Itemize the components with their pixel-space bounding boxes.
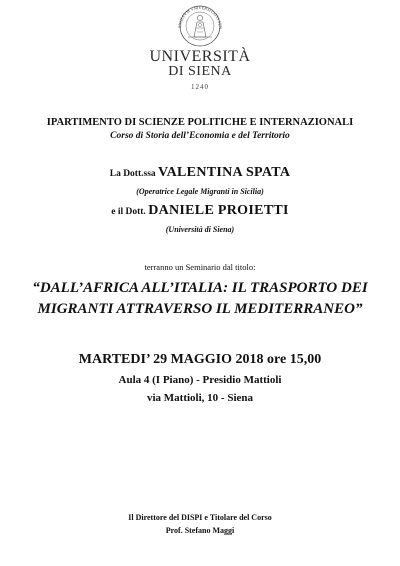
seminar-title-line-2: MIGRANTI ATTRAVERSO IL MEDITERRANEO” (37, 301, 363, 317)
event-date-time: MARTEDI’ 29 MAGGIO 2018 ore 15,00 (78, 352, 322, 367)
department-name: IPARTIMENTO DI SCIENZE POLITICHE E INTERNAZIONALI (46, 117, 354, 128)
speaker-2-name: DANIELE PROIETTI (148, 203, 289, 218)
seal-text: SIGILLVM VNIVERSITATIS SEN (176, 4, 224, 30)
seminar-title (0, 278, 400, 320)
signature-role: Il Direttore del DISPI e Titolare del Corso (128, 513, 272, 522)
seminar-intro: terranno un Seminario dal titolo: (144, 262, 256, 272)
event-address: via Mattioli, 10 - Siena (146, 392, 254, 404)
speaker-2 (0, 203, 400, 219)
university-name-sub: DI SIENA (168, 64, 232, 79)
speaker-1 (0, 165, 400, 181)
signature-name: Prof. Stefano Maggi (165, 526, 235, 535)
speaker-1-prefix: La Dott.ssa (109, 169, 156, 179)
course-name: Corso di Storia dell’Economia e del Territorio (110, 131, 290, 141)
svg-text:SIGILLVM VNIVERSITATIS SENENSI (150, 4, 223, 29)
speaker-2-prefix: e il Dott. (111, 207, 146, 217)
speaker-1-name: VALENTINA SPATA (158, 165, 291, 180)
seminar-title-line-1: “DALL’AFRICA ALL’ITALIA: IL TRASPORTO DEI (32, 280, 368, 296)
speaker-2-role: (Università di Siena) (165, 225, 235, 234)
event-room: Aula 4 (I Piano) - Presidio Mattioli (118, 374, 282, 386)
speaker-1-role: (Operatrice Legale Migranti in Sicilia) (136, 187, 264, 196)
university-name: UNIVERSITÀ (149, 48, 251, 65)
university-founding-year: 1240 (191, 83, 209, 91)
